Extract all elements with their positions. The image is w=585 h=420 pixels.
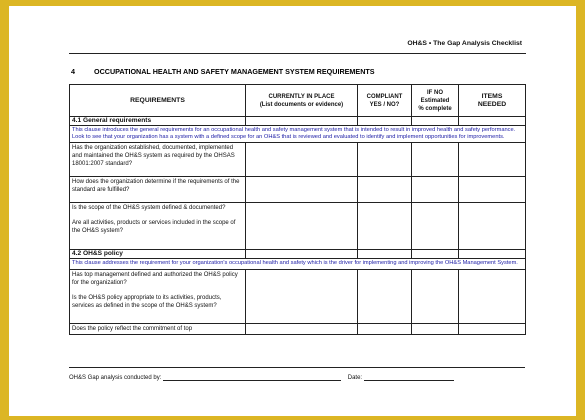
section-title: OCCUPATIONAL HEALTH AND SAFETY MANAGEMENT SYSTEM REQUIREMENTS <box>94 67 375 76</box>
evidence-cell[interactable] <box>246 203 358 250</box>
compliant-cell[interactable] <box>358 203 412 250</box>
header-divider <box>69 53 526 54</box>
items-needed-cell[interactable] <box>459 203 526 250</box>
footer <box>69 374 454 381</box>
document-title: OH&S • The Gap Analysis Checklist <box>407 40 522 47</box>
evidence-cell[interactable] <box>246 177 358 203</box>
conducted-by-label: OH&S Gap analysis conducted by: <box>69 375 162 381</box>
items-needed-cell[interactable] <box>459 143 526 177</box>
requirement-question: Has top management defined and authorized the OH&S policy for the organization? Is the OH&S policy appropriate to its activities, products, services as defined in the scope of the OH&S system? <box>70 269 246 323</box>
footer-divider <box>69 367 525 368</box>
percent-complete-cell[interactable] <box>412 269 459 323</box>
percent-complete-cell[interactable] <box>412 177 459 203</box>
evidence-cell[interactable] <box>246 269 358 323</box>
section-heading-row <box>70 117 526 126</box>
table-row <box>70 323 526 334</box>
requirement-question: How does the organization determine if the requirements of the standard are fulfilled? <box>70 177 246 203</box>
col-header-compliant: COMPLIANT YES / NO? <box>358 85 412 117</box>
col-header-items-needed: ITEMS NEEDED <box>459 85 526 117</box>
requirement-question: Is the scope of the OH&S system defined & documented? Are all activities, products or services included in the scope of the OH&S system? <box>70 203 246 250</box>
items-needed-cell[interactable] <box>459 269 526 323</box>
requirement-question: Has the organization established, documented, implemented and maintained the OH&S system as required by the OHSAS 18001:2007 standard? <box>70 143 246 177</box>
clause-note-4-1: This clause introduces the general requirements for an occupational health and safety management system that is intended to result in improved health and safety performance. Look to see that your organization has a system with a defined scope for an OH&S that is reviewed and evaluated to identify and implement opportunities for improvements. <box>70 126 526 143</box>
requirement-question: Does the policy reflect the commitment of top <box>70 323 246 334</box>
clause-note-row <box>70 126 526 143</box>
evidence-cell[interactable] <box>246 143 358 177</box>
compliant-cell[interactable] <box>358 269 412 323</box>
evidence-cell[interactable] <box>246 323 358 334</box>
table-row <box>70 143 526 177</box>
percent-complete-cell[interactable] <box>412 203 459 250</box>
items-needed-cell[interactable] <box>459 177 526 203</box>
clause-note-row <box>70 259 526 269</box>
percent-complete-cell[interactable] <box>412 323 459 334</box>
compliant-cell[interactable] <box>358 323 412 334</box>
date-field[interactable] <box>364 374 454 381</box>
section-number: 4 <box>71 67 75 76</box>
table-row <box>70 203 526 250</box>
col-header-if-no: IF NO Estimated % complete <box>412 85 459 117</box>
percent-complete-cell[interactable] <box>412 143 459 177</box>
table-row <box>70 269 526 323</box>
section-heading-4-1: 4.1 General requirements <box>70 117 246 126</box>
checklist-page <box>9 6 576 416</box>
compliant-cell[interactable] <box>358 177 412 203</box>
section-heading-row <box>70 250 526 259</box>
table-header-row <box>70 85 526 117</box>
col-header-requirements: REQUIREMENTS <box>70 85 246 117</box>
compliant-cell[interactable] <box>358 143 412 177</box>
date-label: Date: <box>347 375 363 381</box>
section-heading-4-2: 4.2 OH&S policy <box>70 250 246 259</box>
clause-note-4-2: This clause addresses the requirement for your organization's occupational health and safety which is the driver for implementing and improving the OH&S Management System. <box>70 259 526 269</box>
items-needed-cell[interactable] <box>459 323 526 334</box>
col-header-currently-in-place: CURRENTLY IN PLACE (List documents or evidence) <box>246 85 358 117</box>
conducted-by-field[interactable] <box>163 374 341 381</box>
gap-analysis-table <box>69 84 526 335</box>
table-row <box>70 177 526 203</box>
